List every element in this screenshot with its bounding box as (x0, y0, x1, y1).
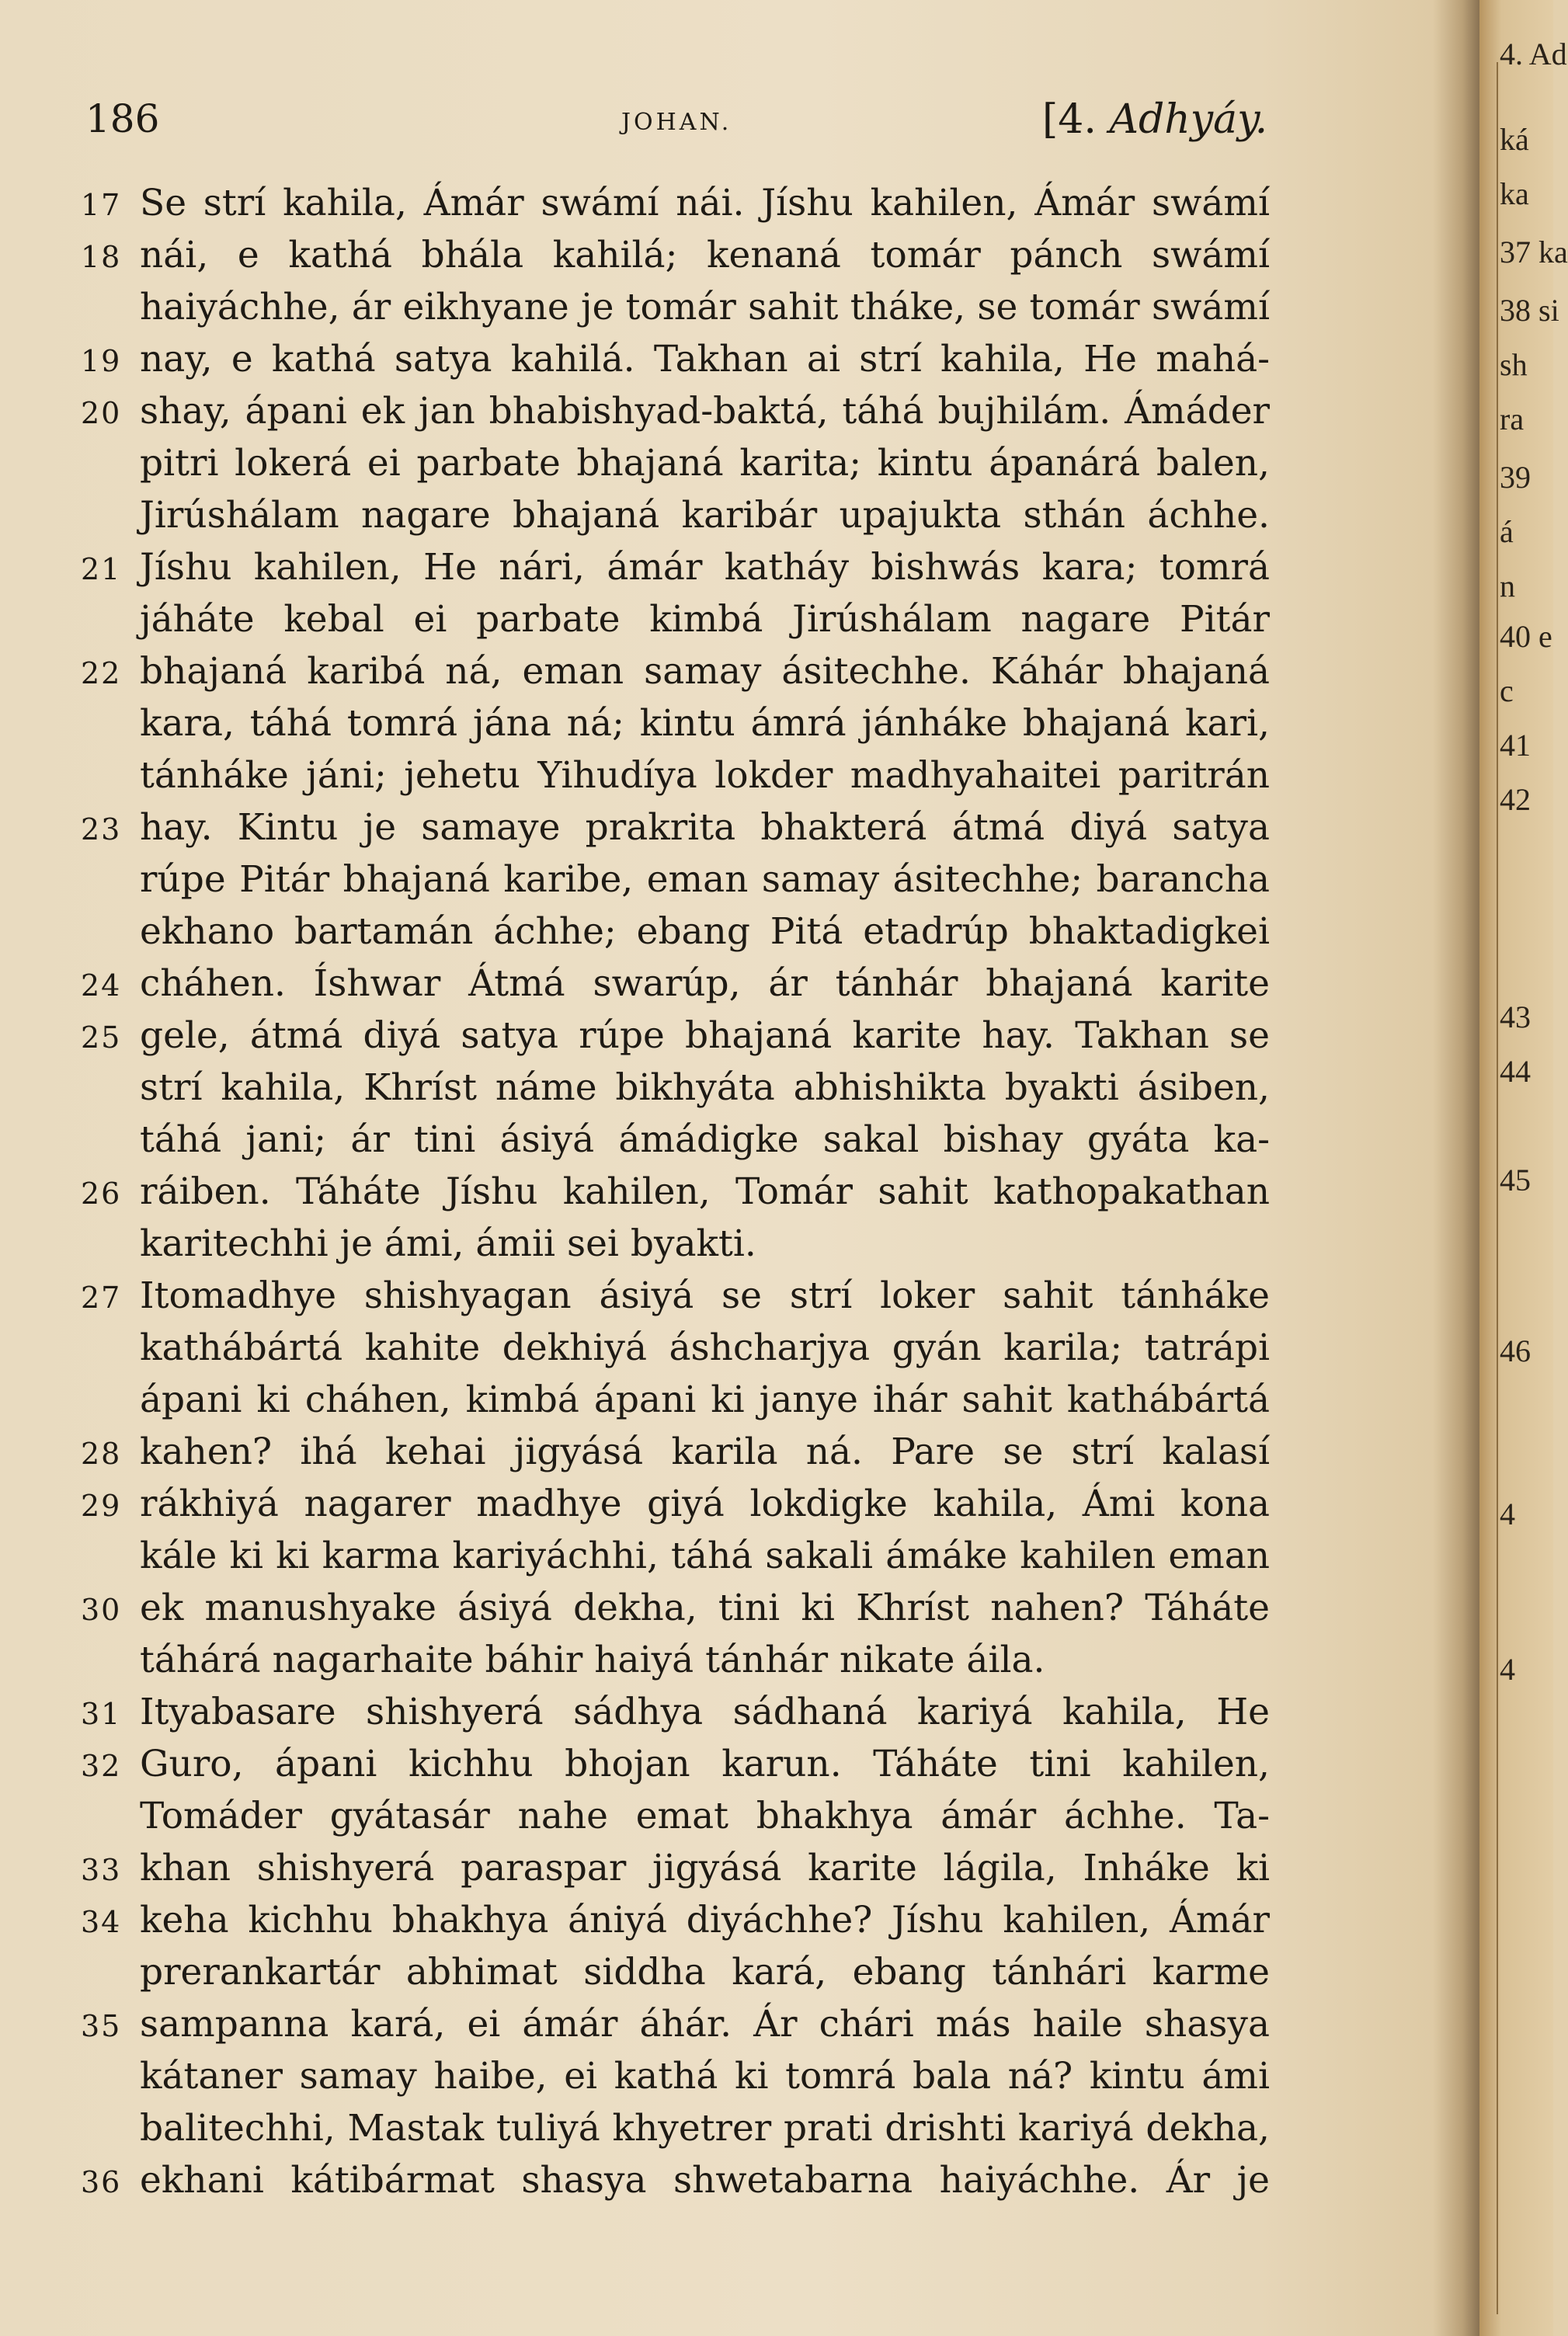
adjacent-page-fragment: 39 (1500, 460, 1531, 495)
line-text: cháhen. Íshwar Átmá swarúp, ár tánhár bhajaná karite (140, 962, 1270, 1005)
line-text: Tomáder gyátasár nahe emat bhakhya ámár áchhe. Ta- (140, 1795, 1270, 1837)
line-text: sampanna kará, ei ámár áhár. Ár chári más haile shasya (140, 2003, 1270, 2046)
adjacent-page-rule (1497, 62, 1498, 2314)
text-line (0, 645, 1479, 697)
text-line (0, 1634, 1479, 1686)
line-text: Jirúshálam nagare bhajaná karibár upajukta sthán áchhe. (140, 494, 1270, 537)
verse-number: 28 (81, 1437, 122, 1471)
text-line (0, 385, 1479, 437)
adjacent-page-fragment: 42 (1500, 782, 1531, 817)
text-line (0, 1686, 1479, 1738)
verse-number: 17 (81, 188, 122, 222)
verse-number: 32 (81, 1749, 122, 1783)
text-line (0, 906, 1479, 958)
adjacent-page-fragment: sh (1500, 347, 1528, 382)
text-line (0, 1738, 1479, 1790)
page-header (0, 96, 1479, 158)
line-text: tánháke jáni; jehetu Yihudíya lokder madhyahaitei paritrán (140, 754, 1270, 797)
line-text: keha kichhu bhakhya ániyá diyáchhe? Jíshu kahilen, Ámár (140, 1899, 1270, 1941)
line-text: shay, ápani ek jan bhabishyad-baktá, táhá bujhilám. Ámáder (140, 390, 1270, 433)
line-text: táhárá nagarhaite báhir haiyá tánhár nikate áila. (140, 1639, 1045, 1681)
line-text: rúpe Pitár bhajaná karibe, eman samay ásitechhe; barancha (140, 858, 1270, 901)
text-line (0, 2102, 1479, 2154)
running-title: JOHAN. (621, 109, 732, 136)
adjacent-page-fragment: 43 (1500, 999, 1531, 1034)
line-text: jáháte kebal ei parbate kimbá Jirúshálam nagare Pitár (140, 598, 1270, 641)
verse-number: 27 (81, 1281, 122, 1315)
text-line (0, 749, 1479, 801)
text-line (0, 1946, 1479, 1998)
line-text: strí kahila, Khríst náme bikhyáta abhishikta byakti ásiben, (140, 1066, 1270, 1109)
adjacent-page-fragment: 37 ka (1500, 235, 1568, 269)
adjacent-page-fragment: 40 e (1500, 619, 1552, 654)
verse-number: 30 (81, 1593, 122, 1627)
line-text: ekhano bartamán áchhe; ebang Pitá etadrúp bhaktadigkei (140, 910, 1270, 953)
line-text: rákhiyá nagarer madhye giyá lokdigke kahila, Ámi kona (140, 1483, 1270, 1525)
line-text: kahen? ihá kehai jigyásá karila ná. Pare se strí kalasí (140, 1430, 1270, 1473)
line-text: haiyáchhe, ár eikhyane je tomár sahit tháke, se tomár swámí (140, 286, 1270, 328)
adjacent-page-fragment: ra (1500, 402, 1525, 436)
text-line (0, 801, 1479, 853)
adjacent-page-fragment: 4. Ad (1500, 36, 1567, 71)
verse-number: 24 (81, 968, 122, 1003)
line-text: kara, táhá tomrá jána ná; kintu ámrá jánháke bhajaná kari, (140, 702, 1270, 745)
line-text: Guro, ápani kichhu bhojan karun. Táháte tini kahilen, (140, 1743, 1270, 1785)
verse-number: 36 (81, 2165, 122, 2199)
verse-number: 34 (81, 1905, 122, 1939)
line-text: táhá jani; ár tini ásiyá ámádigke sakal bishay gyáta ka- (140, 1118, 1270, 1161)
text-line (0, 1998, 1479, 2050)
verse-number: 22 (81, 656, 122, 690)
text-line (0, 437, 1479, 489)
adjacent-page-fragment: c (1500, 673, 1514, 708)
text-line (0, 2050, 1479, 2102)
line-text: prerankartár abhimat siddha kará, ebang tánhári karme (140, 1951, 1270, 1994)
text-line (0, 541, 1479, 593)
text-line (0, 853, 1479, 906)
text-line (0, 1166, 1479, 1218)
text-line (0, 593, 1479, 645)
line-text: kále ki ki karma kariyáchhi, táhá sakali ámáke kahilen eman (140, 1535, 1270, 1577)
text-line (0, 1322, 1479, 1374)
adjacent-page-fragment: ka (1500, 176, 1529, 211)
line-text: balitechhi, Mastak tuliyá khyetrer prati drishti kariyá dekha, (140, 2107, 1270, 2150)
line-text: nái, e kathá bhála kahilá; kenaná tomár pánch swámí (140, 234, 1270, 276)
verse-number: 29 (81, 1489, 122, 1523)
text-line (0, 958, 1479, 1010)
adjacent-page-fragment: 44 (1500, 1054, 1531, 1089)
text-line (0, 177, 1479, 229)
verse-number: 25 (81, 1020, 122, 1055)
verse-number: 19 (81, 344, 122, 378)
verse-number: 35 (81, 2009, 122, 2043)
text-line (0, 1114, 1479, 1166)
line-text: kathábártá kahite dekhiyá áshcharjya gyán karila; tatrápi (140, 1326, 1270, 1369)
adjacent-page-fragment: 46 (1500, 1333, 1531, 1368)
adjacent-page-fragment: 41 (1500, 728, 1531, 763)
text-line (0, 1530, 1479, 1582)
line-text: khan shishyerá paraspar jigyásá karite lágila, Inháke ki (140, 1847, 1270, 1889)
line-text: Itomadhye shishyagan ásiyá se strí loker sahit tánháke (140, 1274, 1270, 1317)
text-line (0, 1478, 1479, 1530)
text-line (0, 1582, 1479, 1634)
verse-number: 26 (81, 1177, 122, 1211)
adjacent-page-edge (1479, 0, 1568, 2336)
text-line (0, 1894, 1479, 1946)
text-line (0, 1062, 1479, 1114)
verse-number: 21 (81, 552, 122, 586)
verse-number: 33 (81, 1853, 122, 1887)
adjacent-page-fragment: n (1500, 568, 1515, 603)
text-line (0, 229, 1479, 281)
verse-number: 31 (81, 1697, 122, 1731)
line-text: Ityabasare shishyerá sádhya sádhaná kariyá kahila, He (140, 1691, 1270, 1733)
page-number: 186 (85, 96, 160, 141)
verse-number: 23 (81, 812, 122, 846)
text-line (0, 489, 1479, 541)
adjacent-page-fragment: 4 (1500, 1496, 1515, 1531)
line-text: hay. Kintu je samaye prakrita bhakterá átmá diyá satya (140, 806, 1270, 849)
text-line (0, 1218, 1479, 1270)
text-line (0, 1426, 1479, 1478)
text-line (0, 1010, 1479, 1062)
adjacent-page-fragment: á (1500, 514, 1514, 549)
line-text: bhajaná karibá ná, eman samay ásitechhe. Káhár bhajaná (140, 650, 1270, 693)
text-line (0, 333, 1479, 385)
scripture-text (0, 177, 1479, 2206)
section-reference (1042, 96, 1267, 143)
adjacent-page-fragment: 38 si (1500, 293, 1559, 328)
line-text: ekhani kátibármat shasya shwetabarna haiyáchhe. Ár je (140, 2159, 1270, 2202)
line-text: karitechhi je ámi, ámii sei byakti. (140, 1222, 756, 1265)
section-name: Adhyáy. (1109, 96, 1268, 143)
adjacent-page-fragment: ká (1500, 122, 1529, 157)
text-line (0, 1270, 1479, 1322)
line-text: ráiben. Táháte Jíshu kahilen, Tomár sahit kathopakathan (140, 1170, 1270, 1213)
line-text: gele, átmá diyá satya rúpe bhajaná karite hay. Takhan se (140, 1014, 1270, 1057)
adjacent-page-fragment: 45 (1500, 1163, 1531, 1198)
section-bracket: [4. (1042, 96, 1110, 143)
verse-number: 18 (81, 240, 122, 274)
text-line (0, 1374, 1479, 1426)
text-line (0, 1842, 1479, 1894)
line-text: Jíshu kahilen, He nári, ámár katháy bishwás kara; tomrá (140, 546, 1270, 589)
verse-number: 20 (81, 396, 122, 430)
text-line (0, 697, 1479, 749)
line-text: ek manushyake ásiyá dekha, tini ki Khríst nahen? Táháte (140, 1587, 1270, 1629)
text-line (0, 2154, 1479, 2206)
text-line (0, 281, 1479, 333)
text-line (0, 1790, 1479, 1842)
line-text: nay, e kathá satya kahilá. Takhan ai strí kahila, He mahá- (140, 338, 1270, 381)
line-text: kátaner samay haibe, ei kathá ki tomrá bala ná? kintu ámi (140, 2055, 1270, 2098)
adjacent-page-fragment: 4 (1500, 1652, 1515, 1687)
line-text: Se strí kahila, Ámár swámí nái. Jíshu kahilen, Ámár swámí (140, 182, 1270, 224)
line-text: ápani ki cháhen, kimbá ápani ki janye ihár sahit kathábártá (140, 1378, 1270, 1421)
line-text: pitri lokerá ei parbate bhajaná karita; kintu ápanárá balen, (140, 442, 1270, 485)
